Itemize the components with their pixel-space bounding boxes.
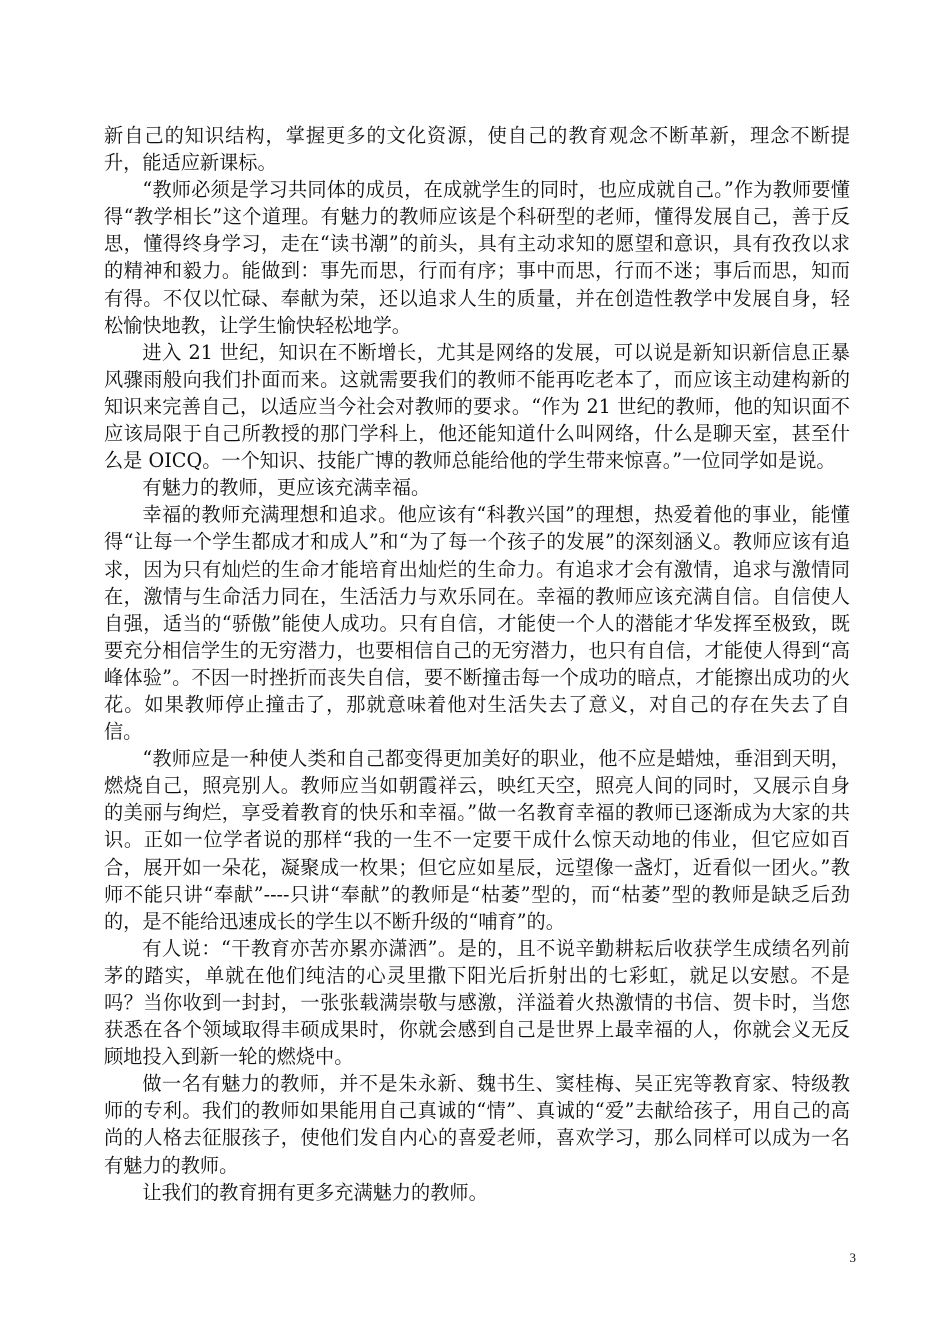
paragraph-3: 进入 21 世纪，知识在不断增长，尤其是网络的发展，可以说是新知识新信息正暴风骤雨般向我们扑面而来。这就需要我们的教师不能再吃老本了，而应该主动建构新的知识来完善自己，以适应当今社会对教师的要求。“作为 21 世纪的教师，他的知识面不应该局限于自己所教授的那门学科上，他还能知道什么叫网络，什么是聊天室，甚至什么是 OICQ。一个知识、技能广博的教师总能给他的学生带来惊喜。”一位同学如是说。 (104, 340, 850, 473)
page-number: 3 (849, 1250, 856, 1265)
document-body (104, 122, 850, 1206)
paragraph-5: 幸福的教师充满理想和追求。他应该有“科教兴国”的理想，热爱着他的事业，能懂得“让每一个学生都成才和成人”和“为了每一个孩子的发展”的深刻涵义。教师应该有追求，因为只有灿烂的生命才能培育出灿烂的生命力。有追求才会有激情，追求与激情同在，激情与生命活力同在，生活活力与欢乐同在。幸福的教师应该充满自信。自信使人自强，适当的“骄傲”能使人成功。只有自信，才能使一个人的潜能才华发挥至极致，既要充分相信学生的无穷潜力，也要相信自己的无穷潜力，也只有自信，才能使人得到“高峰体验”。不因一时挫折而丧失自信，要不断撞击每一个成功的暗点，才能擦出成功的火花。如果教师停止撞击了，那就意味着他对生活失去了意义，对自己的存在失去了自信。 (104, 503, 850, 744)
paragraph-8: 做一名有魅力的教师，并不是朱永新、魏书生、窦桂梅、吴正宪等教育家、特级教师的专利。我们的教师如果能用自己真诚的“情”、真诚的“爱”去献给孩子，用自己的高尚的人格去征服孩子，使他们发自内心的喜爱老师，喜欢学习，那么同样可以成为一名有魅力的教师。 (104, 1072, 850, 1177)
paragraph-9: 让我们的教育拥有更多充满魅力的教师。 (142, 1180, 488, 1204)
paragraph-4: 有魅力的教师，更应该充满幸福。 (142, 476, 431, 500)
paragraph-1: 新自己的知识结构，掌握更多的文化资源，使自己的教育观念不断革新，理念不断提升，能适应新课标。 (104, 124, 850, 175)
paragraph-7: 有人说：“干教育亦苦亦累亦潇洒”。是的，且不说辛勤耕耘后收获学生成绩名列前茅的踏实，单就在他们纯洁的心灵里撒下阳光后折射出的七彩虹，就足以安慰。不是吗？当你收到一封封，一张张载满崇敬与感激，洋溢着火热激情的书信、贺卡时，当您获悉在各个领域取得丰硕成果时，你就会感到自己是世界上最幸福的人，你就会义无反顾地投入到新一轮的燃烧中。 (104, 936, 850, 1069)
paragraph-2: “教师必须是学习共同体的成员，在成就学生的同时，也应成就自己。”作为教师要懂得“教学相长”这个道理。有魅力的教师应该是个科研型的老师，懂得发展自己，善于反思，懂得终身学习，走在“读书潮”的前头，具有主动求知的愿望和意识，具有孜孜以求的精神和毅力。能做到：事先而思，行而有序；事中而思，行而不迷；事后而思，知而有得。不仅以忙碌、奉献为荣，还以追求人生的质量，并在创造性教学中发展自身，轻松愉快地教，让学生愉快轻松地学。 (104, 178, 850, 337)
paragraph-6: “教师应是一种使人类和自己都变得更加美好的职业，他不应是蜡烛，垂泪到天明，燃烧自己，照亮别人。教师应当如朝霞祥云，映红天空，照亮人间的同时，又展示自身的美丽与绚烂，享受着教育的快乐和幸福。”做一名教育幸福的教师已逐渐成为大家的共识。正如一位学者说的那样“我的一生不一定要干成什么惊天动地的伟业，但它应如百合，展开如一朵花，凝聚成一枚果；但它应如星辰，远望像一盏灯，近看似一团火。”教师不能只讲“奉献”----只讲“奉献”的教师是“枯萎”型的，而“枯萎”型的教师是缺乏后劲的，是不能给迅速成长的学生以不断升级的“哺育”的。 (104, 747, 850, 933)
